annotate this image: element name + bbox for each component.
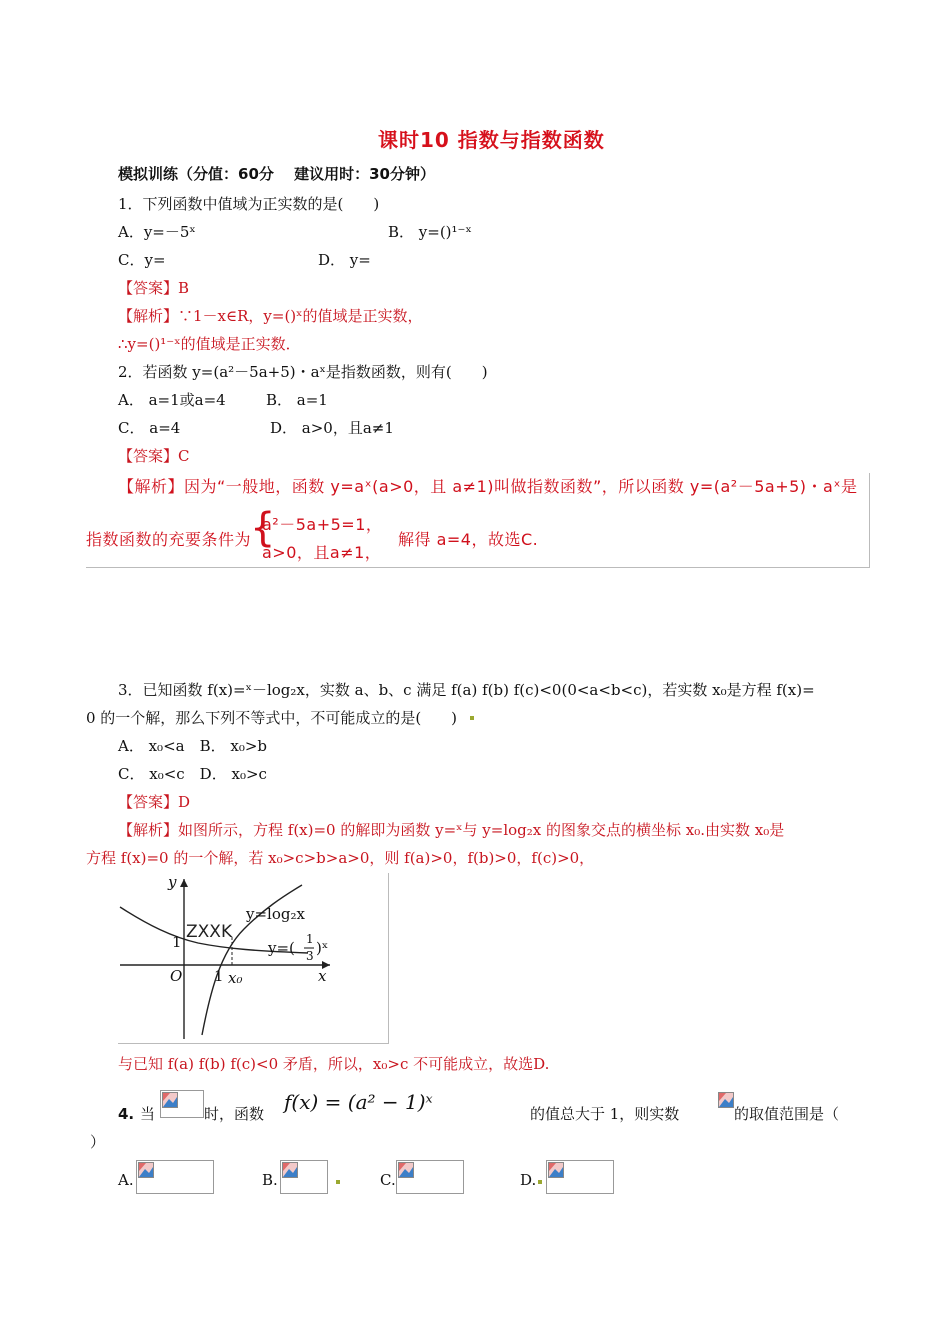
origin-label: O	[170, 967, 183, 985]
q3-options-ab: A． x₀<a B． x₀>b	[118, 737, 268, 755]
x0-label: x₀	[228, 969, 243, 987]
x-axis-label: x	[318, 967, 327, 985]
q1-option-c: C．y=	[118, 251, 166, 269]
q2-analysis-line2-prefix: 指数函数的充要条件为	[86, 530, 252, 549]
q2-system-eq1: a²－5a+5=1，	[262, 515, 383, 534]
q1-option-a: A．y=－5ˣ	[118, 223, 196, 241]
q4-stem-function: 时，函数	[204, 1105, 265, 1123]
function-graph	[118, 873, 389, 1044]
q2-option-d: D． a>0，且a≠1	[270, 419, 394, 437]
q2-analysis-line2-suffix: 解得 a=4，故选C.	[398, 530, 539, 549]
q1-analysis-line1: 【解析】∵1－x∈R，y=()ˣ的值域是正实数，	[118, 307, 423, 325]
broken-image-icon	[398, 1162, 414, 1178]
watermark: ZXXK	[186, 922, 233, 942]
broken-image-icon	[282, 1162, 298, 1178]
q2-option-b: B． a=1	[266, 391, 328, 409]
q2-system-brace: {	[250, 505, 276, 551]
broken-image-icon	[162, 1092, 178, 1108]
y-axis-arrow	[180, 879, 188, 887]
q3-stem-line2: 0 的一个解，那么下列不等式中，不可能成立的是( )	[86, 709, 458, 727]
q4-stem-when: 当	[140, 1105, 156, 1123]
q4-number: 4.	[118, 1105, 135, 1123]
x-one-label: 1	[214, 967, 224, 985]
q3-analysis-line2: 方程 f(x)=0 的一个解，若 x₀>c>b>a>0，则 f(a)>0，f(b)>0，f(c)>0，	[86, 849, 595, 867]
q1-analysis-line2: ∴y=()¹⁻ˣ的值域是正实数．	[118, 335, 301, 353]
stray-dot	[538, 1180, 542, 1184]
q3-conclusion: 与已知 f(a) f(b) f(c)<0 矛盾，所以，x₀>c 不可能成立，故选D.	[118, 1055, 550, 1073]
q4-option-c-image	[396, 1160, 464, 1194]
q1-option-d: D． y=	[318, 251, 371, 269]
q2-stem: 2．若函数 y=(a²－5a+5)・aˣ是指数函数，则有( )	[118, 363, 488, 381]
q4-formula: f(x) = (a² − 1)ˣ	[284, 1090, 433, 1114]
exp-label-num: 1	[306, 932, 314, 946]
graph-svg	[118, 873, 388, 1043]
page-title: 课时10 指数与指数函数	[378, 128, 605, 152]
q4-stem-always: 的值总大于 1，则实数	[530, 1105, 680, 1123]
q3-options-cd: C． x₀<c D． x₀>c	[118, 765, 267, 783]
broken-image-icon	[548, 1162, 564, 1178]
q3-analysis-line1: 【解析】如图所示，方程 f(x)=0 的解即为函数 y=ˣ与 y=log₂x 的图象交点的横坐标 x₀.由实数 x₀是	[118, 821, 785, 839]
exp-label-pre: y=(	[268, 939, 295, 957]
q4-option-c: C.	[380, 1171, 396, 1189]
q4-option-b-image	[280, 1160, 328, 1194]
y-axis-label: y	[168, 873, 177, 891]
q2-analysis-line1: 【解析】因为“一般地，函数 y=aˣ(a>0，且 a≠1)叫做指数函数”，所以函数 y=(a²－5a+5)・aˣ是	[118, 477, 858, 496]
y-one-label: 1	[172, 933, 182, 951]
q4-option-d: D.	[520, 1171, 537, 1189]
q2-answer: 【答案】C	[118, 447, 190, 465]
q4-option-b: B.	[262, 1171, 278, 1189]
q4-stem-range: 的取值范围是（	[734, 1105, 840, 1123]
q1-stem: 1．下列函数中值域为正实数的是( )	[118, 195, 380, 213]
q4-variable-image	[718, 1092, 734, 1108]
stray-dot	[336, 1180, 340, 1184]
stray-dot	[470, 716, 474, 720]
q4-option-d-image	[546, 1160, 614, 1194]
q4-option-a: A.	[118, 1171, 134, 1189]
section-subtitle: 模拟训练（分值：60分 建议用时：30分钟）	[118, 165, 435, 183]
q4-option-a-image	[136, 1160, 214, 1194]
q1-option-b: B． y=()¹⁻ˣ	[388, 223, 472, 241]
q4-condition-image	[160, 1090, 204, 1118]
q3-stem-line1: 3．已知函数 f(x)=ˣ－log₂x，实数 a、b、c 满足 f(a) f(b) f(c)<0(0<a<b<c)，若实数 x₀是方程 f(x)=	[118, 681, 815, 699]
q2-system-eq2: a>0，且a≠1，	[262, 543, 382, 562]
exp-label-post: )ˣ	[316, 939, 329, 957]
broken-image-icon	[138, 1162, 154, 1178]
q2-option-a: A． a=1或a=4	[118, 391, 226, 409]
log-curve-label: y=log₂x	[246, 905, 305, 923]
q2-option-c: C． a=4	[118, 419, 181, 437]
broken-image-icon	[718, 1092, 734, 1108]
q4-stem-close: ）	[90, 1133, 106, 1151]
exp-label-den: 3	[306, 949, 314, 963]
q3-answer: 【答案】D	[118, 793, 191, 811]
q1-answer: 【答案】B	[118, 279, 190, 297]
